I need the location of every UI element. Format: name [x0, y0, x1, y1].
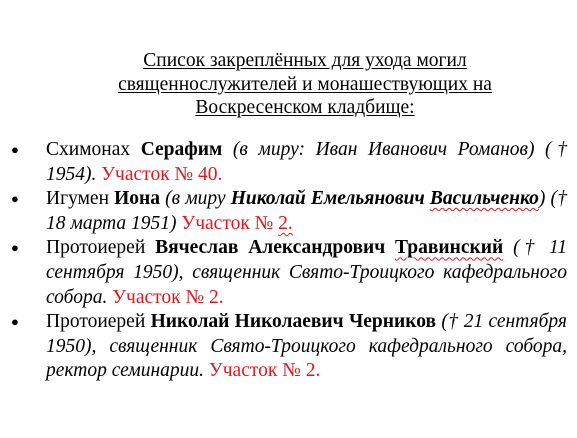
- clergy-rank: Игумен: [46, 188, 115, 210]
- clergy-rank: Схимонах: [46, 139, 141, 160]
- plot-number: Участок № 2.: [107, 286, 224, 308]
- clergy-details-death: ) († 18 марта 1951): [46, 188, 567, 234]
- document-title: [40, 49, 570, 120]
- plot-number: Участок № 2.: [204, 360, 321, 382]
- title-line-1: Список закреплённых для ухода могил: [143, 50, 467, 71]
- title-line-3: Воскресенском кладбище:: [195, 97, 415, 118]
- list-item: [11, 236, 568, 310]
- clergy-surname: Травинский: [395, 237, 504, 259]
- secular-name: Николай Емельянович: [230, 188, 430, 210]
- plot-number: [181, 213, 292, 234]
- plot-value: 2.: [278, 212, 293, 234]
- plot-number: Участок № 40.: [96, 163, 223, 185]
- secular-surname: Васильченко: [429, 188, 539, 210]
- bullet-icon: ●: [11, 314, 19, 330]
- clergy-details: (в миру: [160, 188, 231, 210]
- clergy-name: Николай Николаевич Черников: [150, 311, 437, 333]
- clergy-name: Иона: [114, 188, 161, 210]
- grave-list: [0, 138, 577, 384]
- list-item: [11, 187, 567, 236]
- title-line-2: священнослужителей и монашествующих на: [118, 73, 492, 95]
- clergy-details: († 11 сентября 1950), священник Свято-Троицкого кафедрального собора.: [46, 237, 568, 308]
- clergy-details: (в миру: Иван Иванович Романов) († 1954).: [46, 139, 567, 185]
- bullet-icon: ●: [11, 142, 19, 157]
- clergy-details: († 21 сентября 1950), священник Свято-Троицкого кафедрального собора, ректор семинарии.: [46, 311, 567, 382]
- clergy-name: Серафим: [140, 139, 223, 160]
- clergy-rank: Протоиерей: [46, 237, 156, 259]
- clergy-name: Вячеслав Александрович: [155, 237, 396, 259]
- list-item: [11, 138, 567, 187]
- bullet-icon: ●: [11, 191, 19, 207]
- list-item: [11, 310, 567, 384]
- bullet-icon: ●: [11, 240, 19, 256]
- plot-label: Участок №: [181, 212, 279, 234]
- clergy-rank: Протоиерей: [46, 311, 151, 333]
